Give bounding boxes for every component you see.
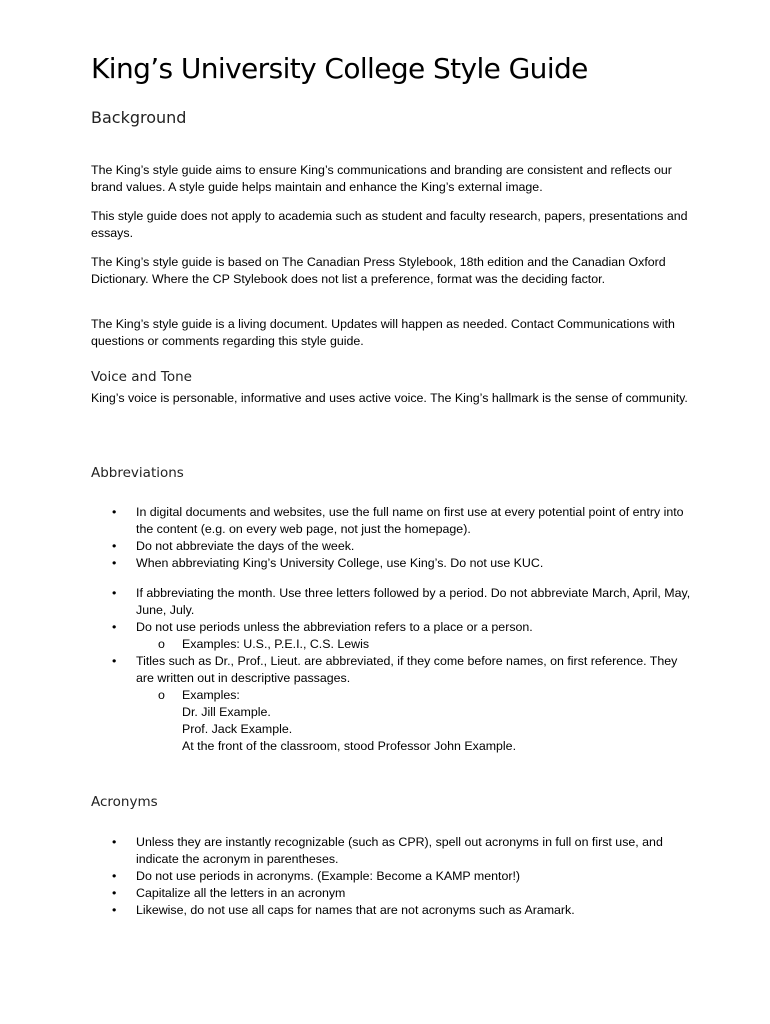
abbreviations-heading: Abbreviations [91,465,184,481]
sub-list [136,687,691,755]
bullet-icon: • [112,556,117,570]
abbreviations-list-2 [91,585,691,755]
list-item: • Do not abbreviate the days of the week. [112,539,355,553]
acronyms-list [91,834,691,919]
background-paragraph-1: The King’s style guide aims to ensure King’s communications and branding are consistent and reflects our brand values. A style guide helps maintain and enhance the King’s external image. [91,163,672,194]
list-item: • If abbreviating the month. Use three letters followed by a period. Do not abbreviate March, April, May, June, July. [112,586,691,617]
example-line: At the front of the classroom, stood Professor John Example. [182,739,517,753]
abbreviations-list-1 [91,504,691,572]
acronyms-heading: Acronyms [91,794,158,810]
bullet-icon: • [112,835,117,849]
list-item: • Capitalize all the letters in an acronym [112,886,346,900]
sub-list-item: o Examples: Dr. Jill Example. Prof. Jack Example. At the front of the classroom, stood Professor John Example. [136,687,691,755]
document-title: King’s University College Style Guide [91,52,588,85]
background-heading: Background [91,108,187,127]
list-item: • When abbreviating King’s University College, use King’s. Do not use KUC. [112,556,544,570]
sub-list-item: o Examples: U.S., P.E.I., C.S. Lewis [158,637,370,651]
bullet-icon: • [112,886,117,900]
list-item: • Unless they are instantly recognizable (such as CPR), spell out acronyms in full on first use, and indicate the acronym in parentheses. [112,835,663,866]
list-item: • Titles such as Dr., Prof., Lieut. are abbreviated, if they come before names, on first reference. They are written out in descriptive passages. o Examples: Dr. Jill Example. Prof. Jack Example. At the front of the classroom, stood Professor John Example. [91,653,691,755]
example-line: Prof. Jack Example. [182,722,293,736]
sub-bullet-icon: o [158,637,165,651]
list-item: • Do not use periods unless the abbreviation refers to a place or a person. o Examples: U.S., P.E.I., C.S. Lewis [91,619,691,653]
list-item: • In digital documents and websites, use the full name on first use at every potential point of entry into the content (e.g. on every web page, not just the homepage). [112,505,684,536]
background-paragraph-2: This style guide does not apply to academia such as student and faculty research, papers, presentations and essays. [91,209,688,240]
bullet-icon: • [112,654,117,668]
sub-bullet-icon: o [158,688,165,702]
bullet-icon: • [112,903,117,917]
bullet-icon: • [112,869,117,883]
voice-tone-text: King’s voice is personable, informative and uses active voice. The King’s hallmark is the sense of community. [91,391,688,405]
background-paragraph-4: The King’s style guide is a living document. Updates will happen as needed. Contact Communications with questions or comments regarding this style guide. [91,317,675,348]
bullet-icon: • [112,505,117,519]
sub-list [136,636,691,653]
list-item: • Do not use periods in acronyms. (Example: Become a KAMP mentor!) [112,869,521,883]
list-item: • Likewise, do not use all caps for names that are not acronyms such as Aramark. [112,903,575,917]
bullet-icon: • [112,586,117,600]
example-line: Dr. Jill Example. [182,705,271,719]
background-paragraph-3: The King’s style guide is based on The Canadian Press Stylebook, 18th edition and the Canadian Oxford Dictionary. Where the CP Stylebook does not list a preference, format was the deciding factor. [91,255,666,286]
bullet-icon: • [112,539,117,553]
voice-tone-heading: Voice and Tone [91,369,192,385]
bullet-icon: • [112,620,117,634]
